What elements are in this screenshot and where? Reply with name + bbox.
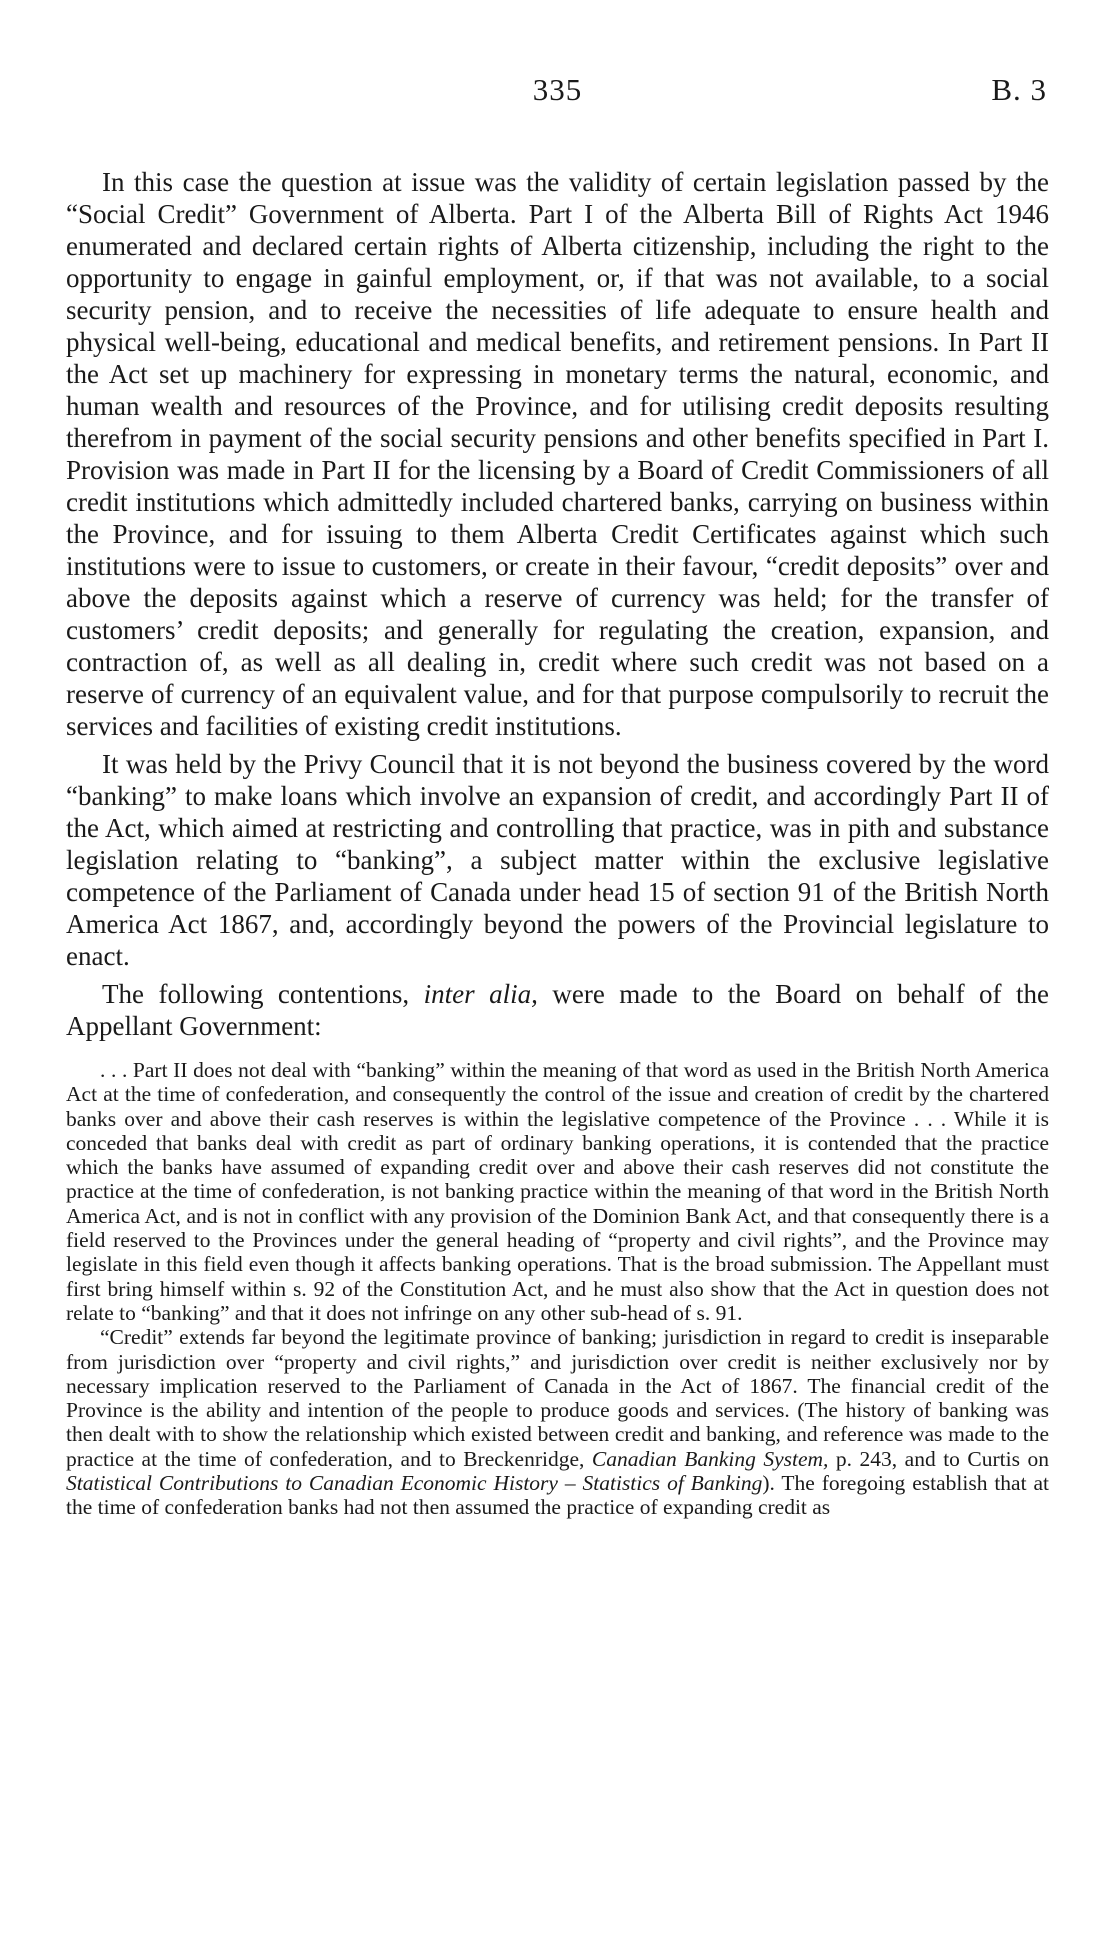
contentions-intro-text-end: were made to the Board on behalf of the Appellant Government: [66, 979, 1050, 1041]
quote-text: p. 243, and to Curtis on [828, 1446, 1049, 1471]
contentions-intro-text: The following contentions, [102, 979, 424, 1009]
citation-title-banking-system: Canadian Banking System, [591, 1446, 829, 1471]
page-header [66, 72, 1049, 116]
quoted-contention-1: . . . Part II does not deal with “banking” within the meaning of that word as used in the British North America Act at the time of confederation, and consequently the control of the issue and creation of credit by the chartered banks over and above their cash reserves is within the legislative competence of the Province . . . While it is conceded that banks deal with credit as part of ordinary banking operations, it is contended that the practice which the banks have assumed of expanding credit over and above their cash reserves did not constitute the practice at the time of confederation, is not banking practice within the meaning of that word in the British North America Act, and is not in conflict with any provision of the Dominion Bank Act, and that consequently there is a field reserved to the Provinces under the general heading of “property and civil rights”, and the Province may legislate in this field even though it affects banking operations. That is the broad submission. The Appellant must first bring himself within s. 92 of the Constitution Act, and he must also show that the Act in question does not relate to “banking” and that it does not infringe on any other sub-head of s. 91. [66, 1058, 1049, 1325]
quote-text: ). The foregoing establish that at the time of confederation banks had not then assumed the practice of expanding credit as [66, 1471, 1049, 1520]
citation-title-statistical-contributions: Statistical Contributions to Canadian Economic History – Statistics of Banking [66, 1471, 763, 1496]
page-number: 335 [532, 72, 583, 107]
paragraph-privy-council-holding: It was held by the Privy Council that it is not beyond the business covered by the word “banking” to make loans which involve an expansion of credit, and accordingly Part II of the Act, which aimed at restricting and controlling that practice, was in pith and substance legislation relating to “banking”, a subject matter within the exclusive legislative competence of the Parliament of Canada under head 15 of section 91 of the British North America Act 1867, and, accordingly beyond the powers of the Provincial legislature to enact. [66, 749, 1049, 971]
inter-alia-italic: inter alia, [423, 979, 538, 1009]
quoted-contention-2 [66, 1325, 1049, 1519]
series-mark: B. 3 [991, 72, 1047, 107]
document-page [66, 72, 1049, 1520]
paragraph-case-summary: In this case the question at issue was the validity of certain legislation passed by the “Social Credit” Government of Alberta. Part I of the Alberta Bill of Rights Act 1946 enumerated and declared certain rights of Alberta citizenship, including the right to the opportunity to engage in gainful employment, or, if that was not available, to a social security pension, and to receive the necessities of life adequate to ensure health and physical well-being, educational and medical benefits, and retirement pensions. In Part II the Act set up machinery for expressing in monetary terms the natural, economic, and human wealth and resources of the Province, and for utilising credit deposits resulting therefrom in payment of the social security pensions and other benefits specified in Part I. Provision was made in Part II for the licensing by a Board of Credit Commissioners of all credit institutions which admittedly included chartered banks, carrying on business within the Province, and for issuing to them Alberta Credit Certificates against which such institutions were to issue to customers, or create in their favour, “credit deposits” over and above the deposits against which a reserve of currency was held; for the transfer of customers’ credit deposits; and generally for regulating the creation, expansion, and contraction of, as well as all dealing in, credit where such credit was not based on a reserve of currency of an equivalent value, and for that purpose compulsorily to recruit the services and facilities of existing credit institutions. [66, 167, 1049, 741]
paragraph-contentions-intro [66, 978, 1049, 1042]
quote-text: “Credit” extends far beyond the legitimate province of banking; jurisdiction in regard to credit is inseparable from jurisdiction over “property and civil rights,” and jurisdiction over credit is neither exclusively nor by necessary implication reserved to the Parliament of Canada in the Act of 1867. The financial credit of the Province is the ability and intention of the people to produce goods and services. (The history of banking was then dealt with to show the relationship which existed between credit and banking, and reference was made to the practice at the time of confederation, and to Breckenridge, [66, 1325, 1049, 1471]
